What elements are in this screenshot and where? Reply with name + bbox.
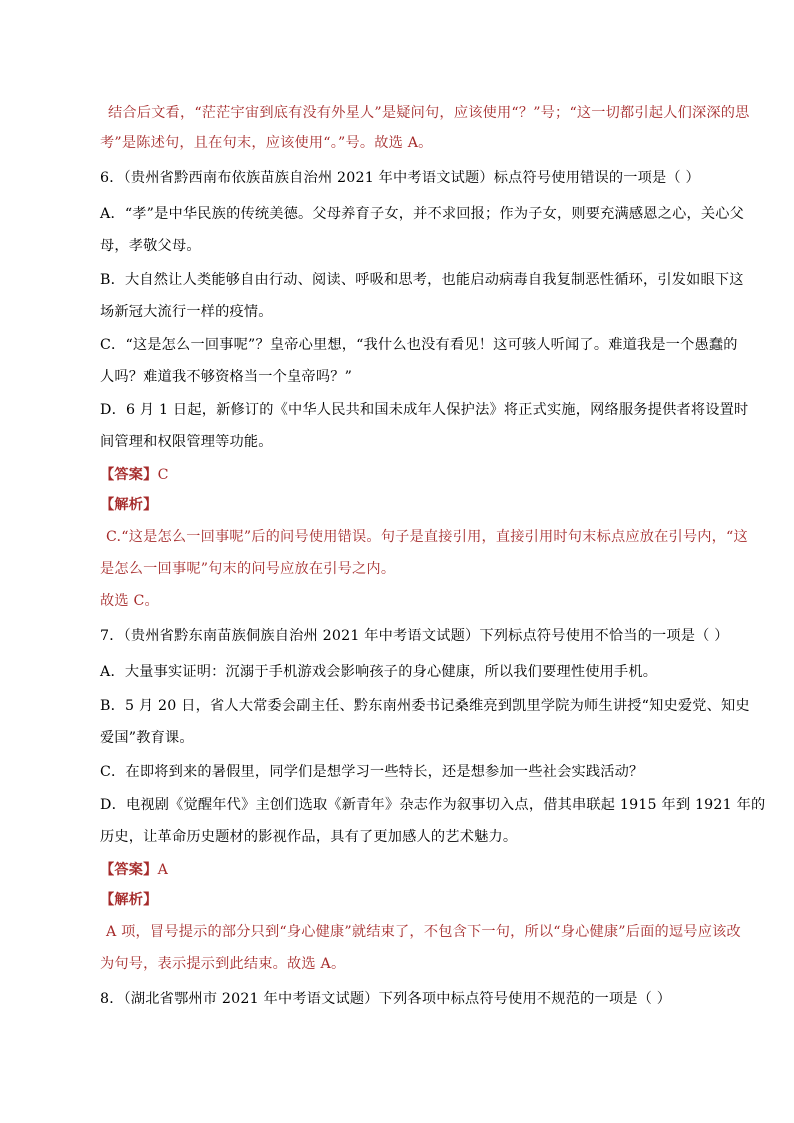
answer-value: C — [157, 467, 169, 483]
question-6-option-c-line-1: C．“这是怎么一回事呢”？皇帝心里想，“我什么也没有看见！这可骇人听闻了。难道我是一个愚蠢的 — [100, 337, 738, 353]
question-7-option-d-line-1: D．电视剧《觉醒年代》主创们选取《新青年》杂志作为叙事切入点，借其串联起 1915 年到 1921 年的 — [100, 797, 766, 813]
analysis-label: 【解析】 — [100, 497, 158, 513]
question-7-option-b-line-1: B．5 月 20 日，省人大常委会副主任、黔东南州委书记桑维亮到凯里学院为师生讲授“知史爱党、知史 — [100, 698, 750, 714]
question-7-option-b-line-2: 爱国”教育课。 — [100, 730, 194, 746]
question-6-option-d-line-2: 间管理和权限管理等功能。 — [100, 434, 273, 450]
question-7-option-c: C．在即将到来的暑假里，同学们是想学习一些特长，还是想参加一些社会实践活动？ — [100, 764, 644, 780]
question-6-option-c-line-2: 人吗？难道我不够资格当一个皇帝吗？” — [100, 369, 353, 385]
question-7-analysis-label — [100, 890, 158, 910]
question-6-option-b-line-2: 场新冠大流行一样的疫情。 — [100, 304, 273, 320]
analysis-label: 【解析】 — [100, 892, 158, 908]
question-7-answer — [100, 860, 168, 880]
intro-analysis-line-2: 考”是陈述句，且在句末，应该使用“。”号。故选 A。 — [100, 135, 433, 151]
question-7-stem: 7．（贵州省黔东南苗族侗族自治州 2021 年中考语文试题）下列标点符号使用不恰当的一项是（ ） — [100, 628, 729, 644]
question-6-analysis-line-1: C.“这是怎么一回事呢”后的问号使用错误。句子是直接引用，直接引用时句末标点应放在引号内，“这 — [106, 529, 748, 545]
question-6-answer — [100, 465, 169, 485]
question-6-analysis-line-2: 是怎么一回事呢”句末的问号应放在引号之内。 — [100, 561, 396, 577]
question-6-stem: 6．（贵州省黔西南布依族苗族自治州 2021 年中考语文试题）标点符号使用错误的一项是（ ） — [100, 170, 700, 186]
answer-label: 【答案】 — [100, 467, 158, 483]
question-7-analysis-line-1: A 项，冒号提示的部分只到“身心健康”就结束了，不包含下一句，所以“身心健康”后面的逗号应该改 — [106, 924, 741, 940]
answer-value: A — [157, 862, 169, 878]
question-6-option-a-line-2: 母，孝敬父母。 — [100, 238, 201, 254]
intro-analysis-line-1: 结合后文看，“茫茫宇宙到底有没有外星人”是疑问句，应该使用“？”号；“这一切都引起人们深深的思 — [108, 105, 750, 121]
answer-label: 【答案】 — [100, 862, 158, 878]
question-6-analysis-line-3: 故选 C。 — [100, 593, 159, 609]
question-6-option-d-line-1: D．6 月 1 日起，新修订的《中华人民共和国未成年人保护法》将正式实施，网络服务提供者将设置时 — [100, 402, 749, 418]
question-6-option-a-line-1: A．“孝”是中华民族的传统美德。父母养育子女，并不求回报；作为子女，则要充满感恩之心，关心父 — [100, 206, 745, 222]
question-7-analysis-line-2: 为句号，表示提示到此结束。故选 A。 — [100, 956, 346, 972]
question-8-stem: 8．（湖北省鄂州市 2021 年中考语文试题）下列各项中标点符号使用不规范的一项是（ ） — [100, 991, 672, 1007]
question-6-option-b-line-1: B．大自然让人类能够自由行动、阅读、呼吸和思考，也能启动病毒自我复制恶性循环，引发如眼下这 — [100, 272, 744, 288]
question-6-analysis-label — [100, 495, 158, 515]
question-7-option-a: A．大量事实证明：沉溺于手机游戏会影响孩子的身心健康，所以我们要理性使用手机。 — [100, 664, 658, 680]
question-7-option-d-line-2: 历史，让革命历史题材的影视作品，具有了更加感人的艺术魅力。 — [100, 829, 518, 845]
